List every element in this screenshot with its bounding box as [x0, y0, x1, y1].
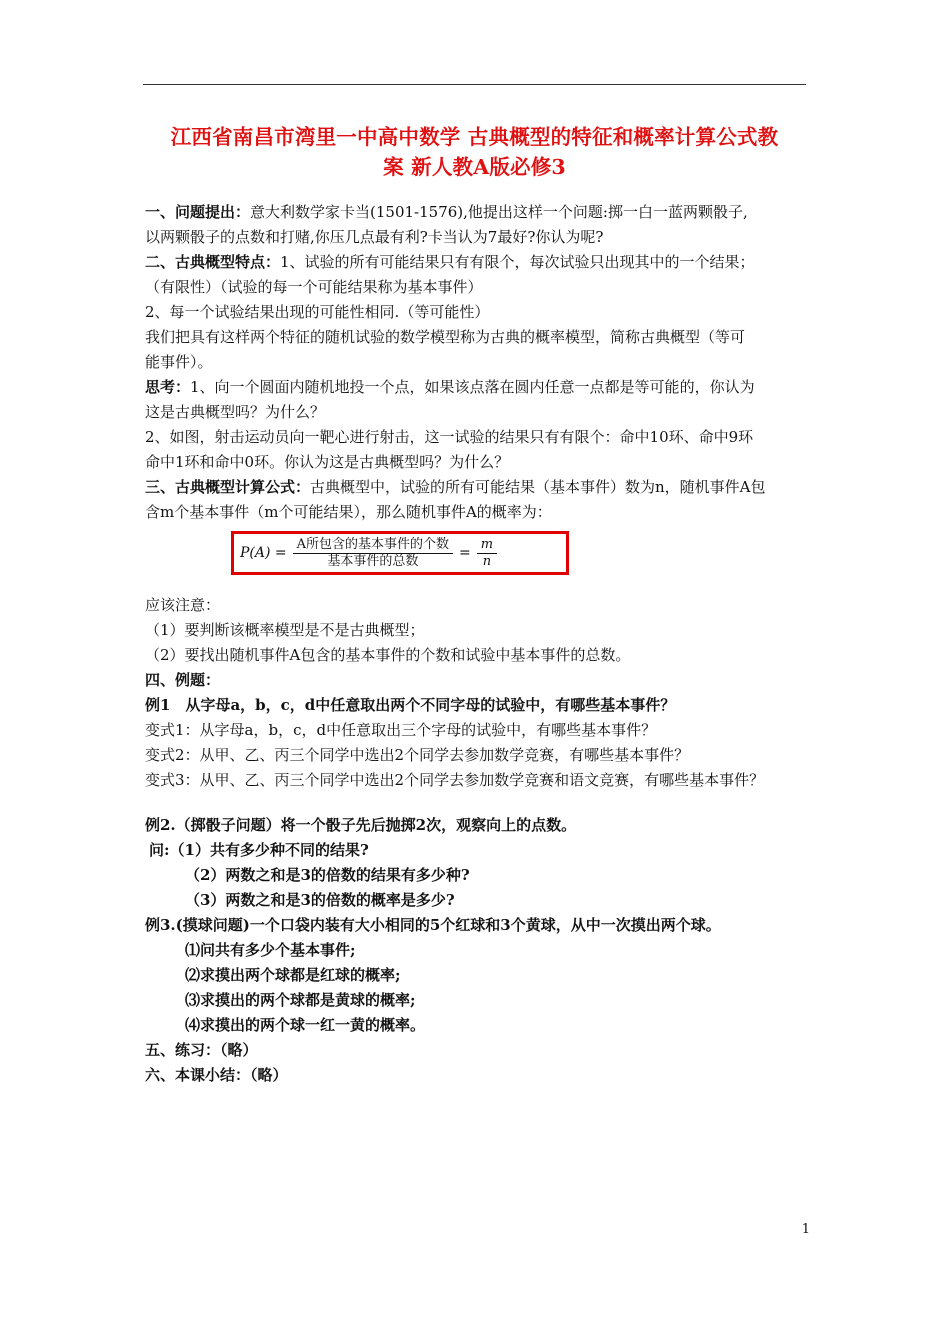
title-line-1: 江西省南昌市湾里一中高中数学 古典概型的特征和概率计算公式教 — [170, 125, 779, 149]
sec3-line-1 — [145, 475, 825, 500]
think-text-4: 命中1环和命中0环。你认为这是古典概型吗？为什么？ — [145, 453, 510, 471]
formula-numerator: A所包含的基本事件的个数 — [293, 537, 453, 554]
sec6-summary: 六、本课小结：（略） — [145, 1066, 288, 1084]
example-2: 例2.（掷骰子问题）将一个骰子先后抛掷2次，观察向上的点数。 — [145, 816, 577, 834]
sec3-heading: 三、古典概型计算公式： — [145, 478, 311, 496]
variant-2: 变式2：从甲、乙、丙三个同学中选出2个同学去参加数学竞赛，有哪些基本事件？ — [145, 746, 690, 764]
example-2-question-3: （3）两数之和是3的倍数的概率是多少? — [185, 891, 455, 909]
sec1-text-1: 意大利数学家卡当(1501-1576),他提出这样一个问题:掷一白一蓝两颗骰子, — [250, 203, 748, 221]
sec2-text-3: 2、每一个试验结果出现的可能性相同.（等可能性） — [145, 303, 490, 321]
sec2-heading: 二、古典概型特点： — [145, 253, 281, 271]
think-text-2: 这是古典概型吗？为什么？ — [145, 403, 326, 421]
think-text-1: 1、向一个圆面内随机地投一个点，如果该点落在圆内任意一点都是等可能的，你认为 — [190, 378, 755, 396]
sec3-text-2: 含m个基本事件（m个可能结果），那么随机事件A的概率为： — [145, 503, 552, 521]
sec4-heading: 四、例题： — [145, 671, 221, 689]
example-1: 例1 从字母a，b，c，d中任意取出两个不同字母的试验中，有哪些基本事件？ — [145, 696, 676, 714]
sec2-text-1: 1、试验的所有可能结果只有有限个，每次试验只出现其中的一个结果； — [280, 253, 755, 271]
probability-formula — [145, 531, 825, 583]
example-3-part-3: ⑶求摸出的两个球都是黄球的概率; — [185, 991, 416, 1009]
example-2-question-1: 问:（1）共有多少种不同的结果? — [149, 841, 369, 859]
think-heading: 思考： — [145, 378, 191, 396]
page-number: 1 — [801, 1222, 810, 1237]
sec1-heading: 一、问题提出： — [145, 203, 251, 221]
notes-heading: 应该注意： — [145, 596, 221, 614]
document-body — [145, 200, 825, 1088]
document-title — [143, 122, 806, 182]
example-3-part-2: ⑵求摸出两个球都是红球的概率; — [185, 966, 401, 984]
formula-n: n — [482, 553, 492, 569]
sec5-practice: 五、练习：（略） — [145, 1041, 258, 1059]
formula-denominator: 基本事件的总数 — [327, 553, 419, 569]
example-3-part-4: ⑷求摸出的两个球一红一黄的概率。 — [185, 1016, 426, 1034]
spacer — [145, 793, 825, 813]
example-3: 例3.(摸球问题)一个口袋内装有大小相同的5个红球和3个黄球，从中一次摸出两个球。 — [145, 916, 721, 934]
example-3-part-1: ⑴问共有多少个基本事件; — [185, 941, 356, 959]
variant-3: 变式3：从甲、乙、丙三个同学中选出2个同学去参加数学竞赛和语文竞赛，有哪些基本事件？ — [145, 771, 765, 789]
sec1-text-2: 以两颗骰子的点数和打赌,你压几点最有利?卡当认为7最好?你认为呢? — [145, 228, 604, 246]
sec2-text-5: 能事件）。 — [145, 353, 213, 371]
formula-box — [231, 531, 569, 575]
example-2-question-2: （2）两数之和是3的倍数的结果有多少种? — [185, 866, 470, 884]
variant-1: 变式1：从字母a，b，c，d中任意取出三个字母的试验中，有哪些基本事件？ — [145, 721, 657, 739]
note-2: （2）要找出随机事件A包含的基本事件的个数和试验中基本事件的总数。 — [145, 646, 631, 664]
sec2-line-1 — [145, 250, 825, 275]
formula-equals: = — [459, 544, 471, 561]
header-rule — [143, 84, 806, 85]
sec3-text-1: 古典概型中，试验的所有可能结果（基本事件）数为n，随机事件A包 — [310, 478, 766, 496]
formula-fraction — [293, 537, 453, 570]
sec2-text-2: （有限性）（试验的每一个可能结果称为基本事件） — [145, 278, 483, 296]
title-line-2: 案 新人教A版必修3 — [383, 155, 566, 179]
sec2-text-4: 我们把具有这样两个特征的随机试验的数学模型称为古典的概率模型，简称古典概型（等可 — [145, 328, 746, 346]
think-line-1 — [145, 375, 825, 400]
formula-m: m — [477, 537, 497, 554]
formula-lhs: P(A) = — [240, 544, 287, 561]
think-text-3: 2、如图，射击运动员向一靶心进行射击，这一试验的结果只有有限个：命中10环、命中9环 — [145, 428, 754, 446]
sec1-line-1 — [145, 200, 825, 225]
formula-m-over-n — [477, 537, 497, 570]
note-1: （1）要判断该概率模型是不是古典概型； — [145, 621, 425, 639]
